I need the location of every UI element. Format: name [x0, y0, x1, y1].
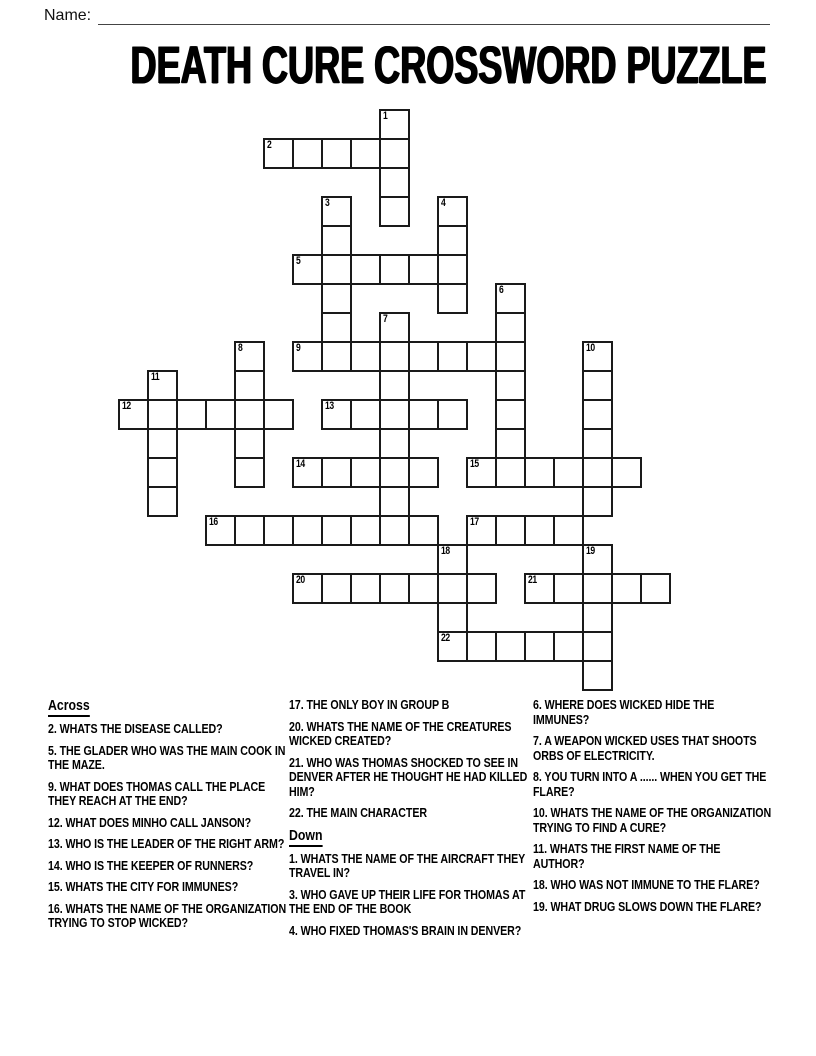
puzzle-title: DEATH CURE CROSSWORD PUZZLE — [130, 36, 767, 95]
grid-cell[interactable] — [408, 254, 439, 285]
grid-cell[interactable] — [147, 457, 178, 488]
cell-number: 10 — [586, 342, 595, 354]
grid-cell[interactable] — [234, 428, 265, 459]
grid-cell[interactable] — [321, 225, 352, 256]
grid-cell[interactable] — [524, 515, 555, 546]
grid-cell[interactable] — [379, 399, 410, 430]
grid-cell[interactable] — [408, 573, 439, 604]
clue-item: 18. WHO WAS NOT IMMUNE TO THE FLARE? — [533, 877, 760, 892]
grid-cell[interactable] — [147, 370, 178, 401]
grid-cell[interactable] — [495, 370, 526, 401]
cell-number: 7 — [383, 313, 388, 325]
grid-cell[interactable] — [350, 399, 381, 430]
grid-cell[interactable] — [350, 341, 381, 372]
cell-number: 12 — [122, 400, 131, 412]
grid-cell[interactable] — [437, 225, 468, 256]
cell-number: 19 — [586, 545, 595, 557]
cell-number: 4 — [441, 197, 446, 209]
grid-cell[interactable] — [582, 573, 613, 604]
grid-cell[interactable] — [582, 399, 613, 430]
clue-item: 11. WHATS THE FIRST NAME OF THE AUTHOR? — [533, 841, 721, 871]
grid-cell[interactable] — [379, 428, 410, 459]
grid-cell[interactable] — [437, 631, 468, 662]
grid-cell[interactable] — [379, 370, 410, 401]
clue-column-right — [533, 698, 783, 921]
cell-number: 14 — [296, 458, 305, 470]
grid-cell[interactable] — [437, 544, 468, 575]
clue-item: 19. WHAT DRUG SLOWS DOWN THE FLARE? — [533, 898, 762, 914]
cell-number: 9 — [296, 342, 301, 354]
grid-cell[interactable] — [350, 254, 381, 285]
grid-cell[interactable] — [379, 138, 410, 169]
grid-cell[interactable] — [118, 399, 149, 430]
grid-cell[interactable] — [205, 399, 236, 430]
grid-cell[interactable] — [292, 341, 323, 372]
grid-cell[interactable] — [321, 254, 352, 285]
grid-cell[interactable] — [582, 341, 613, 372]
grid-cell[interactable] — [205, 515, 236, 546]
clue-column-middle — [289, 698, 539, 945]
cell-number: 20 — [296, 574, 305, 586]
grid-cell[interactable] — [321, 515, 352, 546]
cell-number: 8 — [238, 342, 243, 354]
grid-cell[interactable] — [321, 283, 352, 314]
grid-cell[interactable] — [582, 631, 613, 662]
grid-cell[interactable] — [350, 138, 381, 169]
grid-cell[interactable] — [495, 428, 526, 459]
grid-cell[interactable] — [553, 631, 584, 662]
clue-item: 6. WHERE DOES WICKED HIDE THE IMMUNES? — [533, 697, 715, 727]
grid-cell[interactable] — [321, 573, 352, 604]
grid-cell[interactable] — [234, 515, 265, 546]
clue-item: 12. WHAT DOES MINHO CALL JANSON? — [48, 814, 252, 830]
grid-cell[interactable] — [582, 486, 613, 517]
cell-number: 6 — [499, 284, 504, 296]
clue-item: 20. WHATS THE NAME OF THE CREATURES WICKED CREATED? — [289, 718, 512, 748]
clue-item: 16. WHATS THE NAME OF THE ORGANIZATION TRYING TO STOP WICKED? — [48, 900, 287, 930]
grid-cell[interactable] — [379, 457, 410, 488]
name-line[interactable] — [98, 7, 770, 25]
grid-cell[interactable] — [147, 399, 178, 430]
grid-cell[interactable] — [408, 515, 439, 546]
grid-cell[interactable] — [408, 341, 439, 372]
grid-cell[interactable] — [321, 341, 352, 372]
grid-cell[interactable] — [176, 399, 207, 430]
clue-item: 21. WHO WAS THOMAS SHOCKED TO SEE IN DENVER AFTER HE THOUGHT HE HAD KILLED HIM? — [289, 754, 528, 799]
clue-item: 14. WHO IS THE KEEPER OF RUNNERS? — [48, 857, 254, 873]
grid-cell[interactable] — [350, 457, 381, 488]
cell-number: 2 — [267, 139, 272, 151]
clue-column-left — [48, 698, 298, 938]
clue-item: 10. WHATS THE NAME OF THE ORGANIZATION TRYING TO FIND A CURE? — [533, 805, 772, 835]
grid-cell[interactable] — [524, 631, 555, 662]
grid-cell[interactable] — [234, 399, 265, 430]
grid-cell[interactable] — [321, 196, 352, 227]
grid-cell[interactable] — [466, 457, 497, 488]
cell-number: 22 — [441, 632, 450, 644]
grid-cell[interactable] — [611, 457, 642, 488]
grid-cell[interactable] — [292, 515, 323, 546]
grid-cell[interactable] — [321, 399, 352, 430]
grid-cell[interactable] — [379, 486, 410, 517]
cell-number: 21 — [528, 574, 537, 586]
grid-cell[interactable] — [466, 631, 497, 662]
grid-cell[interactable] — [408, 399, 439, 430]
grid-cell[interactable] — [582, 457, 613, 488]
grid-cell[interactable] — [553, 573, 584, 604]
grid-cell[interactable] — [321, 312, 352, 343]
grid-cell[interactable] — [495, 283, 526, 314]
grid-cell[interactable] — [292, 457, 323, 488]
grid-cell[interactable] — [611, 573, 642, 604]
grid-cell[interactable] — [379, 167, 410, 198]
name-row — [44, 6, 770, 25]
cell-number: 16 — [209, 516, 218, 528]
grid-cell[interactable] — [553, 457, 584, 488]
grid-cell[interactable] — [379, 109, 410, 140]
grid-cell[interactable] — [495, 341, 526, 372]
grid-cell[interactable] — [379, 196, 410, 227]
cell-number: 5 — [296, 255, 301, 267]
grid-cell[interactable] — [234, 341, 265, 372]
grid-cell[interactable] — [582, 660, 613, 691]
grid-cell[interactable] — [292, 254, 323, 285]
grid-cell[interactable] — [321, 457, 352, 488]
clue-item: 8. YOU TURN INTO A ...... WHEN YOU GET THE FLARE? — [533, 769, 767, 799]
grid-cell[interactable] — [495, 515, 526, 546]
grid-cell[interactable] — [350, 573, 381, 604]
grid-cell[interactable] — [437, 573, 468, 604]
grid-cell[interactable] — [466, 515, 497, 546]
grid-cell[interactable] — [524, 573, 555, 604]
cell-number: 13 — [325, 400, 334, 412]
grid-cell[interactable] — [437, 399, 468, 430]
clue-item: 22. THE MAIN CHARACTER — [289, 805, 427, 820]
grid-cell[interactable] — [437, 341, 468, 372]
grid-cell[interactable] — [234, 370, 265, 401]
clue-item: 15. WHATS THE CITY FOR IMMUNES? — [48, 879, 239, 894]
clue-item: 4. WHO FIXED THOMAS'S BRAIN IN DENVER? — [289, 922, 522, 938]
grid-cell[interactable] — [379, 341, 410, 372]
name-label: Name: — [44, 7, 92, 24]
grid-cell[interactable] — [379, 254, 410, 285]
grid-cell[interactable] — [437, 283, 468, 314]
grid-cell[interactable] — [292, 138, 323, 169]
grid-cell[interactable] — [437, 196, 468, 227]
grid-cell[interactable] — [466, 341, 497, 372]
clue-item: 17. THE ONLY BOY IN GROUP B — [289, 697, 450, 712]
grid-cell[interactable] — [147, 428, 178, 459]
grid-cell[interactable] — [582, 370, 613, 401]
grid-cell[interactable] — [263, 138, 294, 169]
clue-item: 13. WHO IS THE LEADER OF THE RIGHT ARM? — [48, 836, 285, 851]
grid-cell[interactable] — [495, 399, 526, 430]
grid-cell[interactable] — [263, 515, 294, 546]
grid-cell[interactable] — [553, 515, 584, 546]
cell-number: 3 — [325, 197, 330, 209]
grid-cell[interactable] — [495, 312, 526, 343]
grid-cell[interactable] — [234, 457, 265, 488]
cell-number: 11 — [151, 371, 160, 383]
grid-cell[interactable] — [582, 428, 613, 459]
grid-cell[interactable] — [350, 515, 381, 546]
grid-cell[interactable] — [379, 312, 410, 343]
grid-cell[interactable] — [437, 602, 468, 633]
down-header: Down — [289, 828, 528, 847]
grid-cell[interactable] — [582, 544, 613, 575]
grid-cell[interactable] — [495, 457, 526, 488]
clue-item: 3. WHO GAVE UP THEIR LIFE FOR THOMAS AT THE END OF THE BOOK — [289, 886, 526, 916]
clue-item: 5. THE GLADER WHO WAS THE MAIN COOK IN THE MAZE. — [48, 742, 286, 772]
grid-cell[interactable] — [466, 573, 497, 604]
grid-cell[interactable] — [437, 254, 468, 285]
grid-cell[interactable] — [147, 486, 178, 517]
cell-number: 1 — [383, 110, 388, 122]
cell-number: 15 — [470, 458, 479, 470]
cell-number: 18 — [441, 545, 450, 557]
clue-item: 7. A WEAPON WICKED USES THAT SHOOTS ORBS OF ELECTRICITY. — [533, 733, 757, 763]
grid-cell[interactable] — [408, 457, 439, 488]
cell-number: 17 — [470, 516, 479, 528]
across-header: Across — [48, 698, 287, 717]
clue-item: 9. WHAT DOES THOMAS CALL THE PLACE THEY REACH AT THE END? — [48, 778, 266, 808]
grid-cell[interactable] — [524, 457, 555, 488]
grid-cell[interactable] — [495, 631, 526, 662]
clue-item: 2. WHATS THE DISEASE CALLED? — [48, 721, 223, 736]
grid-cell[interactable] — [321, 138, 352, 169]
grid-cell[interactable] — [640, 573, 671, 604]
grid-cell[interactable] — [379, 573, 410, 604]
grid-cell[interactable] — [379, 515, 410, 546]
grid-cell[interactable] — [582, 602, 613, 633]
grid-cell[interactable] — [292, 573, 323, 604]
clue-item: 1. WHATS THE NAME OF THE AIRCRAFT THEY TRAVEL IN? — [289, 850, 525, 880]
grid-cell[interactable] — [263, 399, 294, 430]
